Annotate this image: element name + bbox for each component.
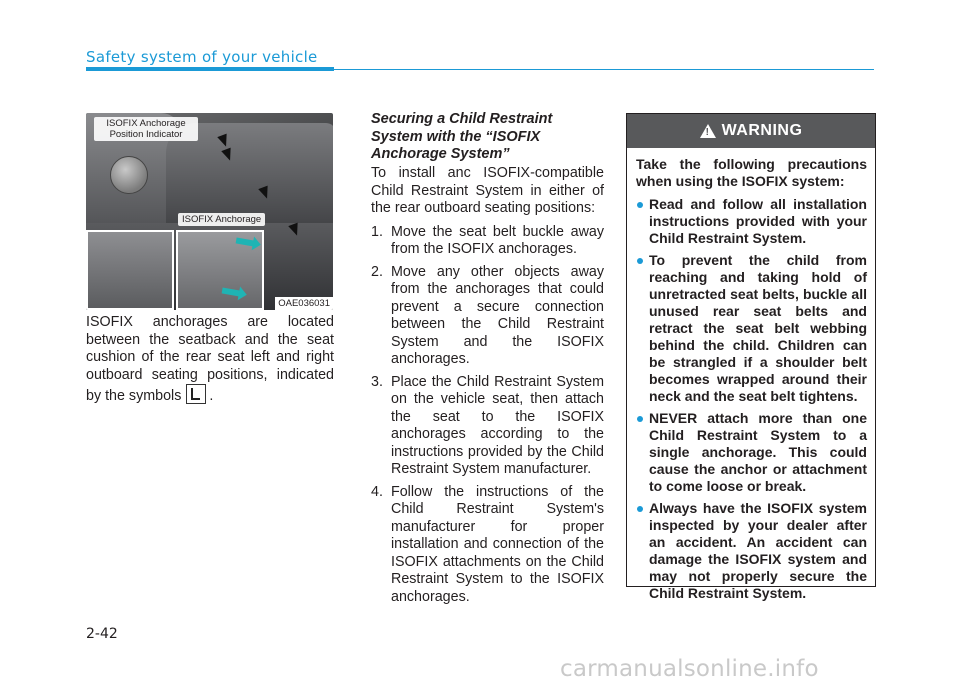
- step-number: 3.: [371, 373, 383, 390]
- section-heading: Securing a Child Restraint System with the “ISOFIX Anchorage System”: [371, 111, 553, 162]
- isofix-symbol-icon: [186, 384, 206, 404]
- list-item: [371, 374, 604, 479]
- warning-list: [636, 196, 867, 602]
- watermark: carmanualsonline.info: [560, 656, 819, 682]
- warning-body: [627, 148, 875, 602]
- isofix-location-paragraph: [86, 314, 334, 406]
- section-title: Safety system of your vehicle: [86, 48, 318, 66]
- list-item: Always have the ISOFIX system inspected by your dealer after an accident. An accident can damage the ISOFIX system and may not properly secure the Child Restraint System.: [636, 500, 867, 602]
- warning-title: WARNING: [721, 122, 803, 139]
- page-number: 2-42: [86, 626, 118, 642]
- warning-triangle-icon: !: [700, 124, 716, 138]
- header-rule-thin: [334, 69, 874, 70]
- step-number: 4.: [371, 483, 383, 500]
- list-item: [371, 484, 604, 607]
- isofix-figure: [86, 113, 333, 310]
- paragraph-end: .: [209, 388, 214, 404]
- paragraph-text: ISOFIX anchorages are located between the seatback and the seat cushion of the rear seat left and right outboard seating positions, indicated by the symbols: [86, 314, 334, 404]
- position-indicator-button: [110, 156, 148, 194]
- instructions-intro: To install anc ISOFIX-compatible Child Restraint System in either of the rear outboard seating positions:: [371, 165, 604, 216]
- step-text: Place the Child Restraint System on the vehicle seat, then attach the seat to the ISOFIX anchorages according to the instructions provided by the Child Restraint System manufacturer.: [391, 373, 604, 477]
- warning-intro: Take the following precautions when using the ISOFIX system:: [636, 156, 867, 189]
- warning-box: [626, 113, 876, 601]
- step-number: 2.: [371, 263, 383, 280]
- step-text: Move the seat belt buckle away from the ISOFIX anchorages.: [391, 223, 604, 257]
- header-rule-thick: [86, 67, 334, 71]
- step-text: Follow the instructions of the Child Restraint System's manufacturer for proper installation and connection of the ISOFIX attachments on the Child Restraint System to the ISOFIX anchorages.: [391, 483, 604, 605]
- step-text: Move any other objects away from the anchorages that could prevent a secure connection between the Child Restraint System and the ISOFIX anchorages.: [391, 263, 604, 367]
- steps-list: [371, 224, 604, 607]
- step-number: 1.: [371, 223, 383, 240]
- list-item: To prevent the child from reaching and taking hold of unretracted seat belts, buckle all unused rear seat belts and retract the seat belt webbing behind the child. Children can be strangled if a shoulder belt becomes wrapped around their neck and the seat belt tightens.: [636, 252, 867, 405]
- list-item: [371, 224, 604, 259]
- list-item: [371, 264, 604, 369]
- figure-code: OAE036031: [275, 297, 333, 310]
- figure-label-anchorage: ISOFIX Anchorage: [178, 213, 265, 226]
- installation-instructions: [371, 165, 604, 611]
- warning-header: [627, 114, 875, 148]
- list-item: Read and follow all installation instructions provided with your Child Restraint System.: [636, 196, 867, 247]
- figure-inset-left: [86, 230, 174, 310]
- figure-label-indicator: ISOFIX Anchorage Position Indicator: [94, 117, 198, 141]
- list-item: NEVER attach more than one Child Restraint System to a single anchorage. This could cause the anchor or attachment to come loose or break.: [636, 410, 867, 495]
